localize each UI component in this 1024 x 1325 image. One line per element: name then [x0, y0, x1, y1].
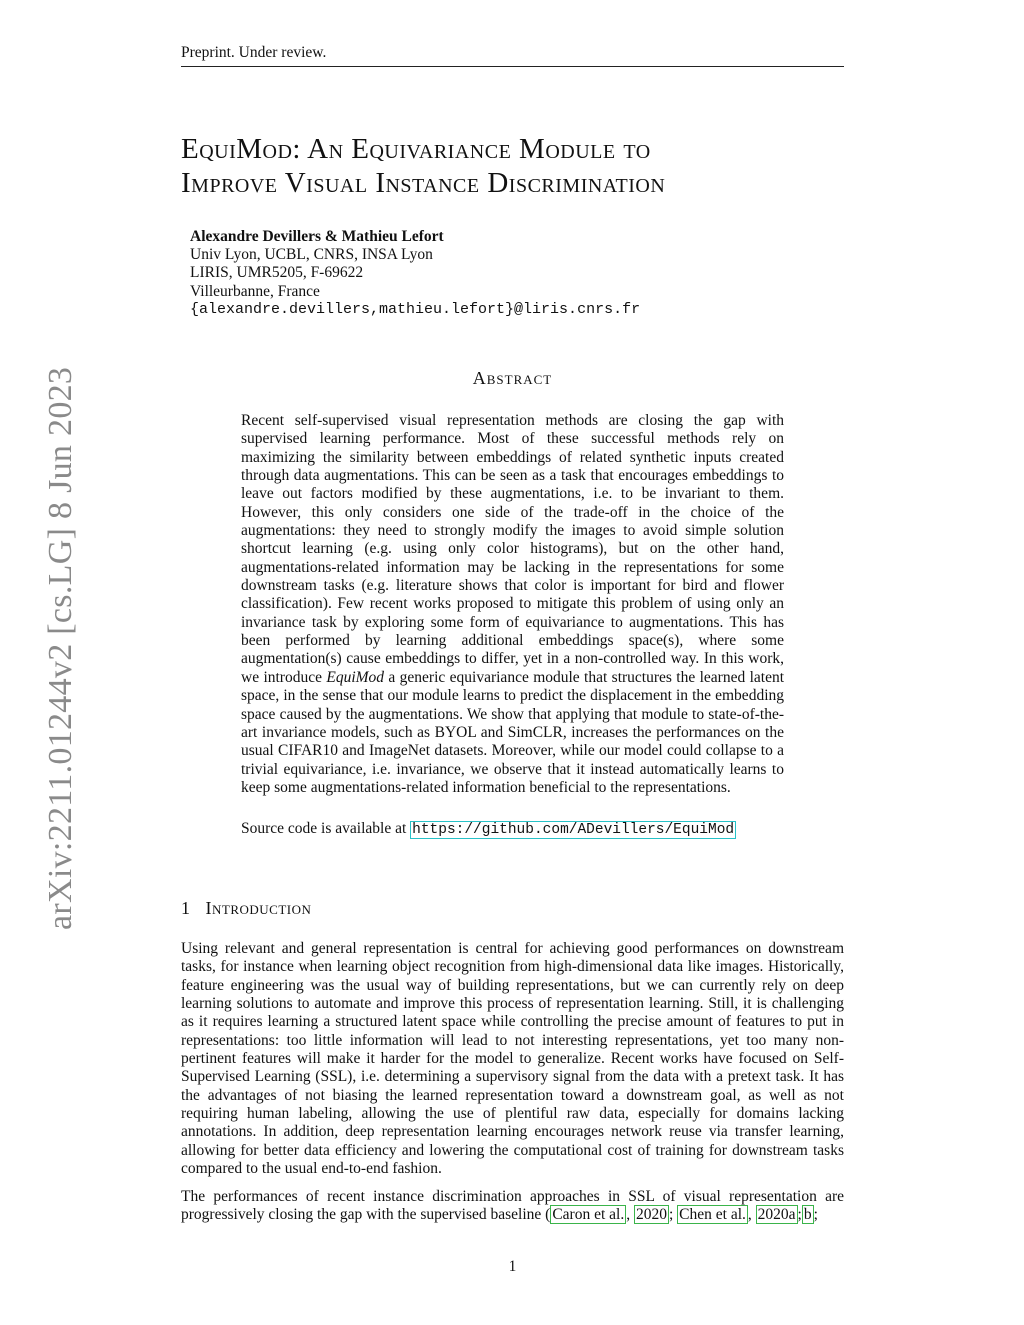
author-names: Alexandre Devillers & Mathieu Lefort	[190, 228, 444, 245]
abstract-text-part-1: Recent self-supervised visual representation methods are closing the gap with supervised learning performance. Most of these successful methods rely on maximizing the similarity between embeddings of related synthetic inputs created through data augmentations. This can be seen as a task that encourages embeddings to leave out factors modified by these augmentations, i.e. to be invariant to them. However, this only considers one side of the trade-off in the choice of the augmentations: they need to strongly modify the images to avoid simple solution shortcut learning (e.g. using only color histograms), but on the other hand, augmentations-related information may be lacking in the representations for some downstream tasks (e.g. literature shows that color is important for bird and flower classification). Few recent works proposed to mitigate this problem of using only an invariance task by exploring some form of equivariance to augmentations. This has been performed by learning additional embeddings space(s), where some augmentation(s) cause embeddings to differ, yet in a non-controlled way. In this work, we introduce	[241, 412, 784, 686]
abstract-emphasis: EquiMod	[326, 668, 385, 686]
title-line-2: Improve Visual Instance Discrimination	[181, 167, 666, 199]
introduction-paragraph-1: Using relevant and general representation is central for achieving good performances on downstream tasks, for instance when learning object recognition from high-dimensional data like images. Historically, feature engineering was the usual way of building representations, but we can currently rely on deep learning solutions to automate and improve this process of representation learning. Still, it is challenging as it requires learning a structured latent space while controlling the precise amount of features to put in representations: too little information will lead to not interesting representations, yet too many non-pertinent features will make it harder for the model to generalize. Recent works have focused on Self-Supervised Learning (SSL), i.e. determining a supervisory signal from the data with a pretext task. It has the advantages of not biasing the learned representation toward a downstream goal, as well as not requiring human labeling, allowing the use of plentiful raw data, especially for domains lacking annotations. In addition, deep representation learning encourages network reuse via transfer learning, allowing for better data efficiency and lowering the computational cost of training for downstream tasks compared to the usual end-to-end fashion.	[181, 940, 844, 1178]
citation-chen[interactable]: Chen et al.	[679, 1206, 746, 1224]
citation-separator: ;	[668, 1206, 678, 1224]
author-email[interactable]: {alexandre.devillers,mathieu.lefort}@liris.cnrs.fr	[190, 301, 641, 318]
introduction-heading	[181, 898, 844, 919]
citation-separator: ,	[626, 1206, 634, 1224]
citation-chen-year-b[interactable]: b	[803, 1206, 812, 1224]
affiliation-line-1: Univ Lyon, UCBL, CNRS, INSA Lyon	[190, 246, 433, 263]
affiliation-line-3: Villeurbanne, France	[190, 283, 320, 300]
abstract-heading: Abstract	[472, 368, 553, 388]
running-header	[181, 44, 844, 67]
arxiv-stamp: arXiv:2211.01244v2 [cs.LG] 8 Jun 2023	[42, 366, 79, 930]
title-line-1: EquiMod: An Equivariance Module to	[181, 133, 651, 165]
section-title: Introduction	[205, 898, 312, 918]
introduction-paragraph-2	[181, 1188, 844, 1225]
citation-chen-year-a[interactable]: 2020a	[757, 1206, 796, 1224]
section-number: 1	[181, 898, 191, 918]
citation-separator: ;	[813, 1206, 818, 1224]
source-code-line	[241, 820, 784, 839]
source-code-text: Source code is available at	[241, 820, 407, 837]
page-number: 1	[508, 1258, 517, 1275]
citation-caron[interactable]: Caron et al.	[552, 1206, 625, 1224]
abstract-text-part-2: a generic equivariance module that structures the learned latent space, in the sense that our module learns to predict the displacement in the embedding space caused by the augmentations. We show that applying that module to state-of-the-art invariance models, such as BYOL and SimCLR, increases the performances on the usual CIFAR10 and ImageNet datasets. Moreover, while our model could collapse to a trivial equivariance, i.e. invariance, we observe that it instead automatically learns to keep some augmentations-related information beneficial to the representations.	[241, 668, 785, 796]
citation-separator: ;	[797, 1206, 802, 1224]
github-link[interactable]: https://github.com/ADevillers/EquiMod	[412, 822, 735, 838]
paper-title	[181, 132, 844, 200]
paragraph-2-text: The performances of recent instance discrimination approaches in SSL of visual representation are progressively closing the gap with the supervised baseline (	[181, 1188, 844, 1224]
affiliation-line-2: LIRIS, UMR5205, F-69622	[190, 264, 364, 281]
citation-separator: ,	[747, 1206, 756, 1224]
header-text: Preprint. Under review.	[181, 44, 327, 61]
abstract-body	[241, 412, 784, 797]
citation-caron-year[interactable]: 2020	[635, 1206, 667, 1224]
